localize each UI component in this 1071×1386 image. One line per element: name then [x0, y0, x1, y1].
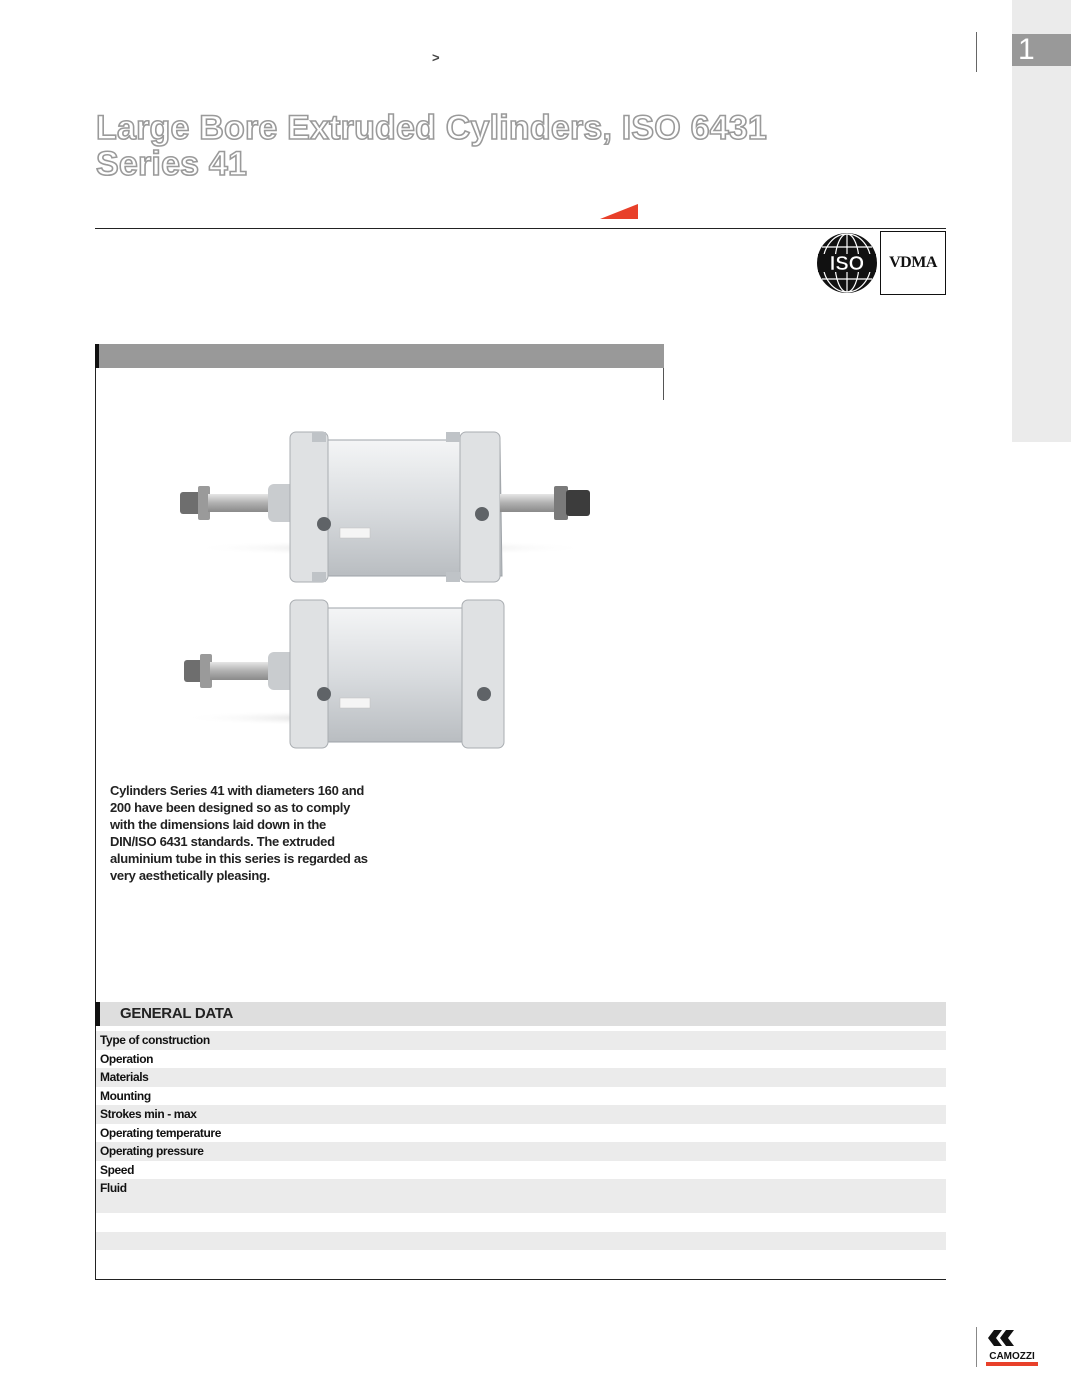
title-line-1: Large Bore Extruded Cylinders, ISO 6431	[96, 109, 768, 147]
cylinder-double-rod	[180, 432, 590, 582]
table-row	[96, 1050, 946, 1069]
footer-divider	[976, 1327, 977, 1367]
table-row	[96, 1068, 946, 1087]
section-header-marker	[95, 344, 99, 368]
table-row	[96, 1124, 946, 1143]
table-row	[96, 1105, 946, 1124]
row-label: Strokes min - max	[100, 1107, 197, 1121]
frame-bottom-rule	[95, 1279, 946, 1280]
row-label: Operating pressure	[100, 1144, 204, 1158]
vdma-logo	[880, 231, 946, 295]
row-label: Operation	[100, 1051, 154, 1066]
table-row	[96, 1161, 946, 1180]
cylinder-single-rod	[180, 600, 520, 748]
row-label: Materials	[100, 1070, 149, 1084]
frame-right-rule	[663, 368, 664, 400]
row-label: Mounting	[100, 1088, 151, 1103]
row-label: Fluid	[100, 1181, 127, 1195]
breadcrumb-arrow: >	[432, 50, 440, 65]
page-tab-number: 1	[1012, 34, 1071, 66]
product-description: Cylinders Series 41 with diameters 160 and 200 have been designed so as to comply with the dimensions laid down in the DIN/ISO 6431 standards. The extruded aluminium tube in this series is regarded as very aesthetically pleasing.	[110, 783, 368, 883]
row-label: Type of construction	[100, 1033, 210, 1047]
page-title	[96, 110, 956, 182]
general-data-title: GENERAL DATA	[120, 1005, 234, 1022]
cylinder-product-image	[180, 428, 600, 758]
iso-logo-icon	[816, 232, 878, 294]
camozzi-logo-text: CAMOZZI	[989, 1351, 1035, 1362]
table-row-empty	[96, 1232, 946, 1251]
section-header-bar	[95, 344, 664, 368]
table-row	[96, 1179, 946, 1213]
title-line-2: Series 41	[96, 145, 248, 183]
camozzi-logo-icon	[984, 1326, 1040, 1368]
table-row	[96, 1031, 946, 1050]
vdma-logo-text: VDMA	[889, 254, 937, 271]
table-row	[96, 1087, 946, 1106]
svg-text:ISO: ISO	[829, 253, 865, 275]
side-tab	[1012, 0, 1071, 442]
row-label: Operating temperature	[100, 1125, 221, 1140]
general-data-table	[96, 1031, 946, 1250]
red-wedge-icon	[600, 204, 638, 219]
table-row-empty	[96, 1213, 946, 1232]
row-label: Speed	[100, 1162, 135, 1177]
general-data-marker	[95, 1002, 100, 1026]
table-row	[96, 1142, 946, 1161]
header-divider	[976, 32, 977, 72]
title-rule	[95, 228, 946, 229]
